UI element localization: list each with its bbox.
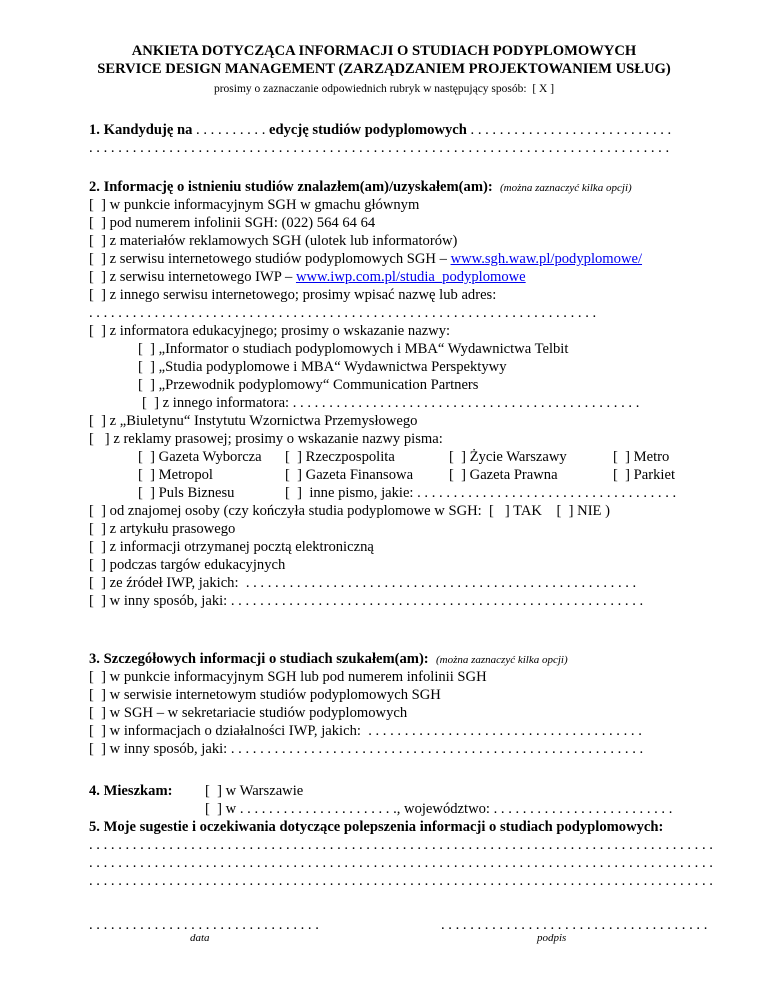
option-press-other[interactable]: [ ] inne pismo, jakie: . . . . . . . . . . . . . . . . . . . . . . . . . . . . . . . . . . . . [285,485,677,501]
signature-field[interactable]: . . . . . . . . . . . . . . . . . . . . . . . . . . . . . . . . . . . . . [441,917,708,933]
option-s3-info-point[interactable]: [ ] w punkcie informacyjnym SGH lub pod numerem infolinii SGH [89,669,487,685]
section-2-heading [89,178,632,197]
option-press-zycie[interactable]: [ ] Życie Warszawy [449,449,567,465]
option-s3-other[interactable]: [ ] w inny sposób, jaki: . . . . . . . . . . . . . . . . . . . . . . . . . . . . . . . . . . . . . . . . . . . . . . . . . . . . . . . . . [89,741,644,757]
section-2-note: (można zaznaczyć kilka opcji) [500,182,632,194]
option-press-wyborcza[interactable]: [ ] Gazeta Wyborcza [138,449,262,465]
studies-field[interactable]: . . . . . . . . . . . . . . . . . . . . . . . . . . . . [466,122,672,138]
option-guide-perspektywy[interactable]: [ ] „Studia podyplomowe i MBA“ Wydawnictwa Perspektywy [138,359,507,375]
option-sgh-website-label: [ ] z serwisu internetowego studiów podyplomowych SGH – [89,251,451,267]
section-3-note: (można zaznaczyć kilka opcji) [435,654,568,666]
option-warsaw[interactable]: [ ] w Warszawie [205,783,304,799]
section-1-label-b: edycję studiów podyplomowych [269,122,467,138]
option-press-metropol[interactable]: [ ] Metropol [138,467,213,483]
option-other-website[interactable]: [ ] z innego serwisu internetowego; prosimy wpisać nazwę lub adres: [89,287,497,303]
form-title-line2: SERVICE DESIGN MANAGEMENT (ZARZĄDZANIEM PROJEKTOWANIEM USŁUG) [97,61,671,77]
edition-field[interactable]: . . . . . . . . . . [192,122,270,138]
date-field[interactable]: . . . . . . . . . . . . . . . . . . . . . . . . . . . . . . . . [89,917,319,933]
form-title-line1: ANKIETA DOTYCZĄCA INFORMACJI O STUDIACH PODYPLOMOWYCH [131,43,637,59]
option-press-puls[interactable]: [ ] Puls Biznesu [138,485,235,501]
date-label: data [190,932,210,944]
option-press-article[interactable]: [ ] z artykułu prasowego [89,521,236,537]
option-s3-iwp[interactable]: [ ] w informacjach o działalności IWP, jakich: . . . . . . . . . . . . . . . . . . . . . . . . . . . . . . . . . . . . . . [89,723,642,739]
option-guide-other[interactable]: [ ] z innego informatora: . . . . . . . . . . . . . . . . . . . . . . . . . . . . . . . . . . . . . . . . . . . . . . . . [142,395,640,411]
option-press-ad[interactable]: [ ] z reklamy prasowej; prosimy o wskazanie nazwy pisma: [89,431,443,447]
option-info-point[interactable]: [ ] w punkcie informacyjnym SGH w gmachu głównym [89,197,420,213]
section-1-label: 1. Kandyduję na [89,122,193,138]
option-other-city[interactable]: [ ] w . . . . . . . . . . . . . . . . . . . . . ., województwo: . . . . . . . . . . . . . . . . . . . . . . . . . [205,801,673,817]
option-press-prawna[interactable]: [ ] Gazeta Prawna [449,467,558,483]
option-guide-telbit[interactable]: [ ] „Informator o studiach podyplomowych i MBA“ Wydawnictwa Telbit [138,341,569,357]
section-3-title: 3. Szczegółowych informacji o studiach szukałem(am): [89,651,429,667]
iwp-website-link[interactable]: www.iwp.com.pl/studia_podyplomowe [295,269,526,285]
option-s3-secretariat[interactable]: [ ] w SGH – w sekretariacie studiów podyplomowych [89,705,408,721]
option-sgh-website[interactable] [89,250,642,268]
option-s3-website[interactable]: [ ] w serwisie internetowym studiów podyplomowych SGH [89,687,441,703]
option-acquaintance[interactable]: [ ] od znajomej osoby (czy kończyła studia podyplomowe w SGH: [ ] TAK [ ] NIE ) [89,503,610,519]
section-2-title: 2. Informację o istnieniu studiów znalazłem(am)/uzyskałem(am): [89,179,493,195]
suggestions-line-2[interactable]: . . . . . . . . . . . . . . . . . . . . . . . . . . . . . . . . . . . . . . . . . . . . . . . . . . . . . . . . . . . . . . . . . . . . . . . . . . . . . . . . . . . . . . [89,855,713,871]
option-infoline[interactable]: [ ] pod numerem infolinii SGH: (022) 564 64 64 [89,215,376,231]
option-iwp-website[interactable] [89,268,526,286]
option-iwp-sources[interactable]: [ ] ze źródeł IWP, jakich: . . . . . . . . . . . . . . . . . . . . . . . . . . . . . . . . . . . . . . . . . . . . . . . . . . . . . . [89,575,637,591]
option-other-way[interactable]: [ ] w inny sposób, jaki: . . . . . . . . . . . . . . . . . . . . . . . . . . . . . . . . . . . . . . . . . . . . . . . . . . . . . . . . . [89,593,644,609]
option-guide-communication[interactable]: [ ] „Przewodnik podyplomowy“ Communication Partners [138,377,479,393]
sgh-website-link[interactable]: www.sgh.waw.pl/podyplomowe/ [450,251,643,267]
section-1-line [89,121,671,139]
section-5-title: 5. Moje sugestie i oczekiwania dotyczące polepszenia informacji o studiach podyplomowych: [89,819,664,835]
option-biuletyn[interactable]: [ ] z „Biuletynu“ Instytutu Wzornictwa Przemysłowego [89,413,418,429]
suggestions-line-3[interactable]: . . . . . . . . . . . . . . . . . . . . . . . . . . . . . . . . . . . . . . . . . . . . . . . . . . . . . . . . . . . . . . . . . . . . . . . . . . . . . . . . . . . . . . [89,873,713,889]
other-website-field[interactable]: . . . . . . . . . . . . . . . . . . . . . . . . . . . . . . . . . . . . . . . . . . . . . . . . . . . . . . . . . . . . . . . . . . . . . . [89,305,597,321]
section-4-title: 4. Mieszkam: [89,783,173,799]
section-1-continuation[interactable]: . . . . . . . . . . . . . . . . . . . . . . . . . . . . . . . . . . . . . . . . . . . . . . . . . . . . . . . . . . . . . . . . . . . . . . . . . . . . . . . . [89,140,670,156]
option-edu-guide[interactable]: [ ] z informatora edukacyjnego; prosimy o wskazanie nazwy: [89,323,451,339]
option-promo-materials[interactable]: [ ] z materiałów reklamowych SGH (ulotek lub informatorów) [89,233,458,249]
form-instruction: prosimy o zaznaczanie odpowiednich rubryk w następujący sposób: [ X ] [213,83,555,95]
signature-label: podpis [537,932,567,944]
option-iwp-website-label: [ ] z serwisu internetowego IWP – [89,269,296,285]
option-press-rzeczpospolita[interactable]: [ ] Rzeczpospolita [285,449,395,465]
suggestions-line-1[interactable]: . . . . . . . . . . . . . . . . . . . . . . . . . . . . . . . . . . . . . . . . . . . . . . . . . . . . . . . . . . . . . . . . . . . . . . . . . . . . . . . . . . . . . . [89,837,713,853]
section-3-heading [89,650,568,669]
option-edu-fair[interactable]: [ ] podczas targów edukacyjnych [89,557,286,573]
option-email[interactable]: [ ] z informacji otrzymanej pocztą elektroniczną [89,539,374,555]
option-press-metro[interactable]: [ ] Metro [613,449,670,465]
option-press-parkiet[interactable]: [ ] Parkiet [613,467,676,483]
option-press-finansowa[interactable]: [ ] Gazeta Finansowa [285,467,414,483]
